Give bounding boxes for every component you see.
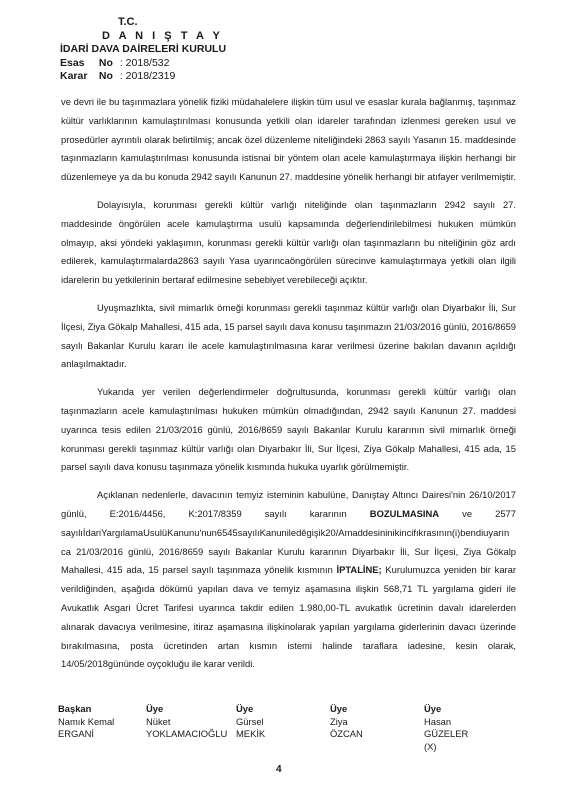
- paragraph-5-part-a: Açıklanan nedenlerle, davacının temyiz isteminin kabulüne, Danıştay Altıncı Dairesi'nin 26/10/2017 günlü, E:2016/4456, K:2017/8359 sayılı kararının: [61, 489, 516, 519]
- karar-value: : 2018/2319: [119, 70, 176, 82]
- iptaline-ruling: İPTALİNE;: [336, 564, 382, 576]
- paragraph-5-part-b: ve 2577 sayılıİdariYargılamaUsulüKanunu'nun6545sayılıKanunileděgişik20/Amaddesininikincifıkrasının(i)bendiuyarın ca 21/03/2016 günlü, 2016/8659 sayılı Bakanlar Kurulu kararının Diyarbakır İli, Sur İlçesi, Ziya Gökalp Mahallesi, 415 ada, 15 parsel sayılı taşınmaza yönelik kısmının: [61, 507, 516, 576]
- header-court-name: D A N I Ş T A Y: [102, 30, 223, 42]
- signature-title: Üye: [146, 703, 164, 714]
- paragraph-1: ve devri ile bu taşınmazlara yönelik fiziki müdahalelere ilişkin tüm usul ve esaslar kurala bağlanmış, taşınmaz kültür varlıklarının kamulaştırılması konusunda yetkili olan idareler tarafından izlenmesi gereken usul ve prosedürler ayrıntılı olarak belirtilmiş; ancak özel düzenleme niteliğindeki 2863 sayılı Yasanın 15. maddesinde taşınmazların kamulaştırılması konusunda istisnai bir yöntem olan acele kamulaştırmaya ilişkin herhangi bir düzenlemeye ya da bu konuda 2942 sayılı Kanunun 27. maddesine yönelik herhangi bir atıfayer verilmemiştir.: [61, 96, 516, 183]
- paragraph-4: Yukarıda yer verilen değerlendirmeler doğrultusunda, korunması gerekli kültür varlığı olan taşınmazların acele kamulaştırılması hukuken mümkün olmadığından, 2942 sayılı Kanunun 27. maddesi uyarınca tesis edilen 21/03/2016 günlü, 2016/8659 sayılı Bakanlar Kurulu kararının sivil mimarlık örneği korunması gerekli taşınmaz kültür varlığı olan Diyarbakır İli, Sur İlçesi, Ziya Gökalp Mahallesi, 415 ada, 15 parsel sayılı dava konusu taşınmaza yönelik kısmında hukuka uyarlık görülmemiştir.: [61, 386, 516, 473]
- bozulmasina-ruling: BOZULMASINA: [369, 507, 440, 519]
- signature-first-name: Gürsel: [236, 715, 264, 727]
- signature-title: Üye: [236, 703, 254, 714]
- karar-no-label: No: [98, 70, 113, 82]
- signature-last-name: YOKLAMACIOĞLU: [146, 728, 228, 739]
- signature-first-name: Hasan: [424, 715, 452, 727]
- signature-member-1: [146, 703, 227, 741]
- decision-body: [61, 93, 516, 674]
- karar-number-row: [60, 70, 175, 82]
- signature-member-4: [424, 703, 468, 753]
- signature-last-name: MEKİK: [236, 728, 266, 739]
- page-number: 4: [276, 764, 282, 775]
- header-tc: T.C.: [118, 16, 138, 28]
- signature-title: Başkan: [58, 703, 92, 714]
- paragraph-5-part-c: Kurulumuzca yeniden bir karar verildiğinden, aşağıda dökümü yapılan dava ve temyiz aşamasına ilişkin 568,71 TL yargılama gideri ile Avukatlık Asgari Ücret Tarifesi uyarınca takdir edilen 1.980,00-TL avukatlık ücretinin davalı idarelerden alınarak davacıya verilmesine, itiraz aşamasına ilişkinolarak yapılan yargılama giderlerinin davacı üzerinde bırakılmasına, posta ücretinden artan kısmın istemi halinde taraflara iadesine, kesin olarak, 14/05/2018gününde oyçokluğu ile karar verildi.: [61, 564, 516, 670]
- signature-first-name: Namık Kemal: [58, 715, 115, 727]
- paragraph-5: [61, 486, 516, 674]
- esas-number-row: [60, 57, 169, 69]
- signature-last-name: ÖZCAN: [330, 728, 363, 739]
- esas-no-label: No: [98, 57, 113, 69]
- signature-first-name: Ziya: [330, 715, 348, 727]
- signature-president: [58, 703, 114, 741]
- signature-title: Üye: [424, 703, 442, 714]
- esas-label: Esas: [60, 57, 85, 69]
- signature-member-3: [330, 703, 363, 741]
- karar-label: Karar: [60, 70, 88, 82]
- signature-last-name: ERGANİ: [58, 728, 94, 739]
- paragraph-2: Dolayısıyla, korunması gerekli kültür varlığı niteliğinde olan taşınmazların 2942 sayılı 27. maddesinde öngörülen acele kamulaştırma usulü kapsamında değerlendirilebilmesi hukuken mümkün olmayıp, aksi yöndeki yaklaşımın, korunması gerekli kültür varlığı olan taşınmazların bu niteliğinin göz ardı edilerek, kamulaştırmalarda2863 sayılı Yasa uyarıncaöngörülen sürecinve kamulaştırmaya yetkili olan ilgili idarelerin bu yetkilerinin bertaraf edilmesine sebebiyet verebileceği açıktır.: [61, 198, 516, 286]
- dissent-mark: (X): [424, 740, 437, 752]
- signature-member-2: [236, 703, 265, 741]
- signature-first-name: Nüket: [146, 715, 171, 727]
- esas-value: : 2018/532: [119, 57, 170, 69]
- signature-last-name: GÜZELER: [424, 728, 469, 739]
- paragraph-3: Uyuşmazlıkta, sivil mimarlık örneği korunması gerekli taşınmaz kültür varlığı olan Diyarbakır İli, Sur İlçesi, Ziya Gökalp Mahallesi, 415 ada, 15 parsel sayılı dava konusu taşınmazın 21/03/2016 günlü, 2016/8659 sayılı Bakanlar Kurulu kararı ile acele kamulaştırılmasına karar verilmesi üzerine bakılan davanın açıldığı anlaşılmaktadır.: [61, 301, 516, 370]
- header-board-name: İDARİ DAVA DAİRELERİ KURULU: [60, 43, 227, 55]
- signature-title: Üye: [330, 703, 348, 714]
